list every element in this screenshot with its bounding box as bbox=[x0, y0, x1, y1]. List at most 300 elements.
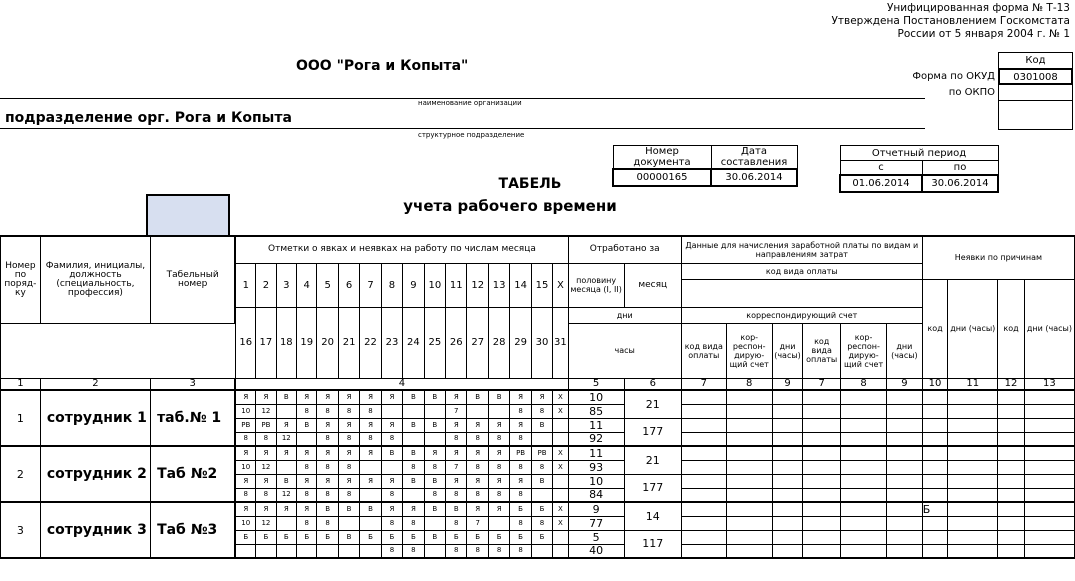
day-mark: 8 bbox=[488, 460, 509, 474]
half-month-value: 9 bbox=[568, 502, 624, 516]
day-mark bbox=[276, 544, 296, 558]
pay-cell bbox=[922, 474, 948, 488]
pay-cell bbox=[948, 516, 998, 530]
employee-tab: таб.№ 1 bbox=[151, 390, 236, 446]
day-mark: Я bbox=[235, 502, 255, 516]
pay-cell bbox=[772, 404, 803, 418]
pay-cell bbox=[681, 460, 726, 474]
day-mark: 8 bbox=[510, 432, 531, 446]
day-mark: 10 bbox=[235, 404, 255, 418]
day-header: 5 bbox=[317, 263, 338, 307]
okpo-value bbox=[999, 85, 1072, 101]
pay-cell bbox=[841, 446, 887, 460]
day-mark: В bbox=[403, 418, 424, 432]
pay-cell bbox=[803, 474, 841, 488]
day-header: 23 bbox=[381, 307, 402, 378]
pay-cell bbox=[803, 516, 841, 530]
pay-cell bbox=[726, 432, 772, 446]
day-mark: 8 bbox=[338, 460, 359, 474]
day-mark: 8 bbox=[338, 488, 359, 502]
day-mark: 8 bbox=[488, 488, 509, 502]
day-header: 18 bbox=[276, 307, 296, 378]
col-fio-header: Фамилия, инициалы, должность (специальность, профессия) bbox=[40, 236, 150, 323]
half-month-value: 92 bbox=[568, 432, 624, 446]
pay-cell bbox=[998, 390, 1025, 404]
col-number: 2 bbox=[40, 378, 150, 390]
day-mark: Я bbox=[338, 390, 359, 404]
day-mark: 8 bbox=[256, 432, 276, 446]
pay-cell bbox=[772, 446, 803, 460]
day-mark: X bbox=[553, 516, 568, 530]
employee-number: 2 bbox=[1, 446, 41, 502]
day-mark bbox=[338, 516, 359, 530]
day-mark: 8 bbox=[338, 432, 359, 446]
day-mark: 8 bbox=[317, 516, 338, 530]
day-mark bbox=[403, 432, 424, 446]
employee-row bbox=[1, 502, 1075, 516]
day-mark: Я bbox=[317, 418, 338, 432]
absence-days-2: дни (часы) bbox=[1024, 279, 1074, 378]
pay-cell bbox=[772, 474, 803, 488]
day-mark: Б bbox=[360, 530, 381, 544]
day-mark: Я bbox=[317, 390, 338, 404]
employee-name: сотрудник 3 bbox=[40, 502, 150, 558]
day-mark: В bbox=[424, 530, 445, 544]
period-from-label: с bbox=[840, 161, 922, 175]
day-header: 31 bbox=[553, 307, 568, 378]
okpo-label: по ОКПО bbox=[948, 87, 995, 98]
pay-cell bbox=[772, 530, 803, 544]
form-line-3: России от 5 января 2004 г. № 1 bbox=[897, 28, 1070, 40]
code-box bbox=[998, 52, 1073, 130]
pay-kind-1: код вида оплаты bbox=[681, 323, 726, 378]
day-mark: 8 bbox=[403, 544, 424, 558]
pay-cell bbox=[948, 502, 998, 516]
day-mark: 8 bbox=[467, 488, 488, 502]
day-mark: 8 bbox=[467, 460, 488, 474]
pay-cell bbox=[922, 390, 948, 404]
day-header: 17 bbox=[256, 307, 276, 378]
pay-cell bbox=[887, 390, 923, 404]
division-underline bbox=[0, 128, 925, 129]
day-mark: Я bbox=[531, 390, 552, 404]
pay-cell bbox=[1024, 390, 1074, 404]
day-mark: 7 bbox=[446, 404, 467, 418]
pay-cell bbox=[803, 446, 841, 460]
col-number: 5 bbox=[568, 378, 624, 390]
doc-number-label: Номер документа bbox=[613, 146, 711, 170]
pay-cell bbox=[948, 418, 998, 432]
day-mark: Я bbox=[297, 390, 317, 404]
day-mark: 8 bbox=[424, 460, 445, 474]
corr-acc-header: корреспондирующий счет bbox=[681, 307, 922, 323]
day-header: 20 bbox=[317, 307, 338, 378]
day-mark: Б bbox=[235, 530, 255, 544]
pay-days-2: дни (часы) bbox=[887, 323, 923, 378]
pay-cell bbox=[803, 544, 841, 558]
day-mark: В bbox=[360, 502, 381, 516]
pay-cell bbox=[922, 446, 948, 460]
day-header: 21 bbox=[338, 307, 359, 378]
col-number: 1 bbox=[1, 378, 41, 390]
pay-cell bbox=[841, 418, 887, 432]
pay-cell bbox=[681, 516, 726, 530]
day-mark bbox=[424, 404, 445, 418]
period-to: 30.06.2014 bbox=[922, 175, 998, 192]
pay-cell bbox=[726, 516, 772, 530]
col-number: 6 bbox=[624, 378, 681, 390]
day-mark: Я bbox=[467, 502, 488, 516]
pay-cell bbox=[1024, 418, 1074, 432]
day-mark: X bbox=[553, 502, 568, 516]
day-mark: В bbox=[531, 474, 552, 488]
pay-cell bbox=[803, 460, 841, 474]
pay-cell bbox=[681, 502, 726, 516]
half-month-value: 10 bbox=[568, 474, 624, 488]
day-header: 7 bbox=[360, 263, 381, 307]
doc-date: 30.06.2014 bbox=[711, 169, 797, 186]
pay-cell bbox=[922, 488, 948, 502]
pay-cell bbox=[726, 474, 772, 488]
col-number: 3 bbox=[151, 378, 236, 390]
day-mark bbox=[424, 516, 445, 530]
absence-code-2: код bbox=[998, 279, 1025, 378]
col-month-header: месяц bbox=[624, 263, 681, 307]
pay-cell bbox=[922, 516, 948, 530]
col-number: 11 bbox=[948, 378, 998, 390]
pay-cell bbox=[1024, 460, 1074, 474]
col-half-header: половину месяца (I, II) bbox=[568, 263, 624, 307]
doc-table bbox=[612, 145, 798, 187]
day-mark: 8 bbox=[256, 488, 276, 502]
absence-code-1: код bbox=[922, 279, 948, 378]
day-mark: В bbox=[403, 390, 424, 404]
day-mark bbox=[531, 544, 552, 558]
day-mark: Я bbox=[510, 418, 531, 432]
pay-cell bbox=[841, 474, 887, 488]
day-mark: Б bbox=[467, 530, 488, 544]
day-mark: В bbox=[381, 446, 402, 460]
pay-cell bbox=[887, 432, 923, 446]
pay-cell bbox=[922, 530, 948, 544]
day-header: 25 bbox=[424, 307, 445, 378]
day-mark: Я bbox=[256, 446, 276, 460]
day-mark: 12 bbox=[276, 432, 296, 446]
day-mark: Я bbox=[256, 390, 276, 404]
day-mark: Я bbox=[338, 446, 359, 460]
org-name: ООО "Рога и Копыта" bbox=[296, 58, 469, 74]
pay-cell bbox=[726, 390, 772, 404]
pay-cell bbox=[803, 390, 841, 404]
month-days: 21 bbox=[624, 390, 681, 418]
day-mark: В bbox=[338, 502, 359, 516]
day-mark: В bbox=[446, 502, 467, 516]
day-mark: 8 bbox=[510, 488, 531, 502]
day-mark: В bbox=[317, 502, 338, 516]
day-header: 6 bbox=[338, 263, 359, 307]
day-mark: 8 bbox=[235, 432, 255, 446]
employee-row bbox=[1, 390, 1075, 404]
day-mark bbox=[531, 488, 552, 502]
day-mark: Б bbox=[317, 530, 338, 544]
pay-cell bbox=[841, 544, 887, 558]
half-month-value: 77 bbox=[568, 516, 624, 530]
day-mark: Я bbox=[467, 418, 488, 432]
col-number: 7 bbox=[681, 378, 726, 390]
day-mark: 10 bbox=[235, 516, 255, 530]
pay-cell bbox=[922, 418, 948, 432]
day-mark: X bbox=[553, 404, 568, 418]
employee-tab: Таб №2 bbox=[151, 446, 236, 502]
day-mark: Я bbox=[381, 390, 402, 404]
day-mark: Я bbox=[317, 474, 338, 488]
pay-cell bbox=[841, 460, 887, 474]
day-mark: Я bbox=[317, 446, 338, 460]
day-mark: 8 bbox=[360, 404, 381, 418]
period-label: Отчетный период bbox=[840, 146, 998, 161]
pay-cell bbox=[998, 404, 1025, 418]
half-month-value: 85 bbox=[568, 404, 624, 418]
pay-cell bbox=[841, 390, 887, 404]
day-mark: 8 bbox=[403, 460, 424, 474]
pay-cell bbox=[998, 460, 1025, 474]
day-mark: Я bbox=[235, 474, 255, 488]
col-num-header: Номер по поряд-ку bbox=[1, 236, 41, 323]
day-header: 24 bbox=[403, 307, 424, 378]
day-mark: В bbox=[424, 474, 445, 488]
pay-cell bbox=[1024, 544, 1074, 558]
day-mark: В bbox=[403, 474, 424, 488]
pay-cell bbox=[998, 530, 1025, 544]
pay-cell bbox=[887, 404, 923, 418]
day-mark: Б bbox=[531, 530, 552, 544]
day-mark: 8 bbox=[446, 516, 467, 530]
pay-cell bbox=[803, 404, 841, 418]
col-pay-header: Данные для начисления заработной платы по видам и направлениям затрат bbox=[681, 236, 922, 263]
pay-cell bbox=[772, 488, 803, 502]
pay-cell bbox=[948, 474, 998, 488]
day-mark: 8 bbox=[338, 404, 359, 418]
day-mark: 8 bbox=[297, 460, 317, 474]
day-mark: 8 bbox=[360, 432, 381, 446]
col-number: 12 bbox=[998, 378, 1025, 390]
pay-cell bbox=[681, 432, 726, 446]
day-mark: Б bbox=[531, 502, 552, 516]
pay-cell bbox=[922, 460, 948, 474]
day-mark: 8 bbox=[381, 432, 402, 446]
pay-cell bbox=[726, 530, 772, 544]
day-mark: Я bbox=[360, 446, 381, 460]
form-header bbox=[810, 2, 1070, 41]
day-mark bbox=[488, 516, 509, 530]
day-header: 27 bbox=[467, 307, 488, 378]
day-mark: 8 bbox=[424, 488, 445, 502]
pay-cell bbox=[681, 544, 726, 558]
day-mark bbox=[403, 404, 424, 418]
day-mark: Я bbox=[338, 474, 359, 488]
day-header: 12 bbox=[467, 263, 488, 307]
day-mark: Я bbox=[488, 418, 509, 432]
day-mark: 8 bbox=[488, 544, 509, 558]
month-hours: 177 bbox=[624, 474, 681, 502]
day-header: 11 bbox=[446, 263, 467, 307]
pay-cell bbox=[948, 544, 998, 558]
pay-cell bbox=[726, 544, 772, 558]
header-spacer bbox=[1, 323, 236, 378]
day-mark bbox=[424, 432, 445, 446]
day-header: 29 bbox=[510, 307, 531, 378]
pay-cell bbox=[726, 404, 772, 418]
day-mark: 10 bbox=[235, 460, 255, 474]
day-header: 22 bbox=[360, 307, 381, 378]
day-mark bbox=[297, 544, 317, 558]
day-mark: РВ bbox=[510, 446, 531, 460]
day-header: 2 bbox=[256, 263, 276, 307]
day-mark: 8 bbox=[510, 460, 531, 474]
day-mark bbox=[360, 460, 381, 474]
col-number: 7 bbox=[803, 378, 841, 390]
day-mark: Я bbox=[276, 502, 296, 516]
pay-cell bbox=[998, 488, 1025, 502]
day-mark: 8 bbox=[531, 404, 552, 418]
pay-cell bbox=[681, 390, 726, 404]
day-mark bbox=[276, 404, 296, 418]
day-mark: 8 bbox=[446, 432, 467, 446]
day-mark bbox=[297, 432, 317, 446]
pay-cell bbox=[803, 418, 841, 432]
employee-name: сотрудник 2 bbox=[40, 446, 150, 502]
okud-value: 0301008 bbox=[998, 68, 1073, 85]
half-month-value: 11 bbox=[568, 446, 624, 460]
pay-cell bbox=[841, 502, 887, 516]
day-mark: Б bbox=[488, 530, 509, 544]
pay-cell bbox=[922, 404, 948, 418]
day-mark: Я bbox=[424, 446, 445, 460]
half-month-value: 93 bbox=[568, 460, 624, 474]
pay-cell bbox=[1024, 502, 1074, 516]
day-header: 30 bbox=[531, 307, 552, 378]
period-to-label: по bbox=[922, 161, 998, 175]
day-mark: Я bbox=[360, 390, 381, 404]
day-mark: X bbox=[553, 460, 568, 474]
col-number: 8 bbox=[726, 378, 772, 390]
pay-cell: Б bbox=[922, 502, 948, 516]
day-mark bbox=[360, 544, 381, 558]
pay-cell bbox=[998, 502, 1025, 516]
absence-days-1: дни (часы) bbox=[948, 279, 998, 378]
day-mark: 8 bbox=[510, 544, 531, 558]
col-marks-header: Отметки о явках и неявках на работу по числам месяца bbox=[235, 236, 568, 263]
day-mark: РВ bbox=[235, 418, 255, 432]
pay-cell bbox=[998, 418, 1025, 432]
half-month-value: 84 bbox=[568, 488, 624, 502]
day-mark: 8 bbox=[510, 516, 531, 530]
col-number: 9 bbox=[887, 378, 923, 390]
day-mark: Я bbox=[446, 390, 467, 404]
corr-1: кор-респон-дирую-щий счет bbox=[726, 323, 772, 378]
pay-cell bbox=[948, 432, 998, 446]
day-mark: X bbox=[553, 446, 568, 460]
day-mark: 7 bbox=[467, 516, 488, 530]
form-line-1: Унифицированная форма № Т-13 bbox=[887, 2, 1070, 14]
day-mark: 8 bbox=[446, 488, 467, 502]
day-mark: Я bbox=[381, 502, 402, 516]
pay-cell bbox=[887, 446, 923, 460]
day-mark: 8 bbox=[381, 516, 402, 530]
day-mark: Б bbox=[510, 530, 531, 544]
day-mark bbox=[553, 432, 568, 446]
day-mark: Я bbox=[488, 502, 509, 516]
pay-code-header: код вида оплаты bbox=[681, 263, 922, 279]
day-mark: В bbox=[276, 390, 296, 404]
day-mark: Я bbox=[403, 502, 424, 516]
day-mark: 8 bbox=[531, 460, 552, 474]
day-mark bbox=[488, 404, 509, 418]
period-from: 01.06.2014 bbox=[840, 175, 922, 192]
day-mark bbox=[381, 460, 402, 474]
pay-cell bbox=[841, 432, 887, 446]
pay-cell bbox=[803, 432, 841, 446]
day-mark: 12 bbox=[256, 404, 276, 418]
pay-cell bbox=[726, 502, 772, 516]
day-mark: Б bbox=[256, 530, 276, 544]
day-mark: В bbox=[467, 390, 488, 404]
doc-number: 00000165 bbox=[613, 169, 711, 186]
pay-cell bbox=[803, 530, 841, 544]
day-mark: В bbox=[424, 502, 445, 516]
day-mark: В bbox=[297, 418, 317, 432]
pay-cell bbox=[726, 488, 772, 502]
day-mark bbox=[553, 418, 568, 432]
month-hours: 117 bbox=[624, 530, 681, 558]
day-mark: 8 bbox=[488, 432, 509, 446]
day-mark: В bbox=[424, 418, 445, 432]
form-line-2: Утверждена Постановлением Госкомстата bbox=[831, 15, 1070, 27]
day-mark bbox=[276, 516, 296, 530]
day-header: 16 bbox=[235, 307, 255, 378]
col-hours-header: часы bbox=[568, 323, 681, 378]
employee-number: 1 bbox=[1, 390, 41, 446]
half-month-value: 10 bbox=[568, 390, 624, 404]
day-mark: Я bbox=[360, 418, 381, 432]
period-table bbox=[839, 145, 999, 193]
day-mark bbox=[235, 544, 255, 558]
day-mark: Я bbox=[381, 474, 402, 488]
pay-cell bbox=[887, 544, 923, 558]
day-mark: В bbox=[424, 390, 445, 404]
day-mark: Б bbox=[276, 530, 296, 544]
day-mark: Я bbox=[297, 474, 317, 488]
day-mark: Я bbox=[381, 418, 402, 432]
pay-cell bbox=[887, 488, 923, 502]
employee-row bbox=[1, 446, 1075, 460]
day-mark: 8 bbox=[297, 488, 317, 502]
month-days: 21 bbox=[624, 446, 681, 474]
day-mark bbox=[360, 516, 381, 530]
pay-cell bbox=[772, 418, 803, 432]
day-mark: В bbox=[338, 530, 359, 544]
day-mark: 12 bbox=[256, 460, 276, 474]
highlight-box bbox=[146, 194, 230, 236]
pay-cell bbox=[887, 516, 923, 530]
pay-days-1: дни (часы) bbox=[772, 323, 803, 378]
pay-cell bbox=[998, 516, 1025, 530]
day-mark bbox=[553, 474, 568, 488]
pay-cell bbox=[803, 502, 841, 516]
code-label: Код bbox=[999, 53, 1072, 69]
day-mark: Я bbox=[467, 446, 488, 460]
org-caption: наименование организации bbox=[418, 99, 522, 107]
